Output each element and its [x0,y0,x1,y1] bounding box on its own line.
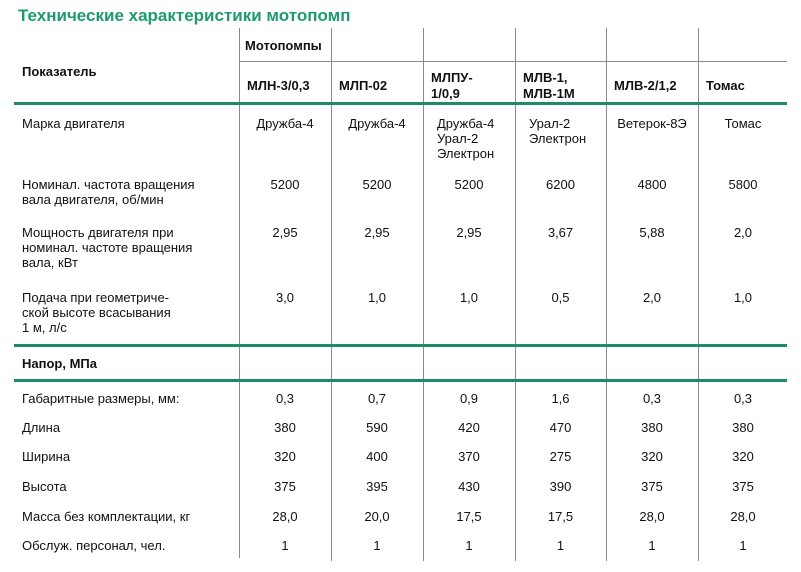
table-cell: 0,7 [367,391,387,406]
column-header: МЛВ-1, МЛВ-1М [523,70,575,101]
table-cell: 590 [366,420,388,435]
table-cell: 370 [458,449,480,464]
table-cell: 320 [274,449,296,464]
table-cell: 4800 [637,177,667,192]
table-cell: 5200 [362,177,392,192]
table-cell: 17,5 [456,509,482,524]
table-cell: 5200 [270,177,300,192]
table-cell: 1 [648,538,656,553]
table-cell: 1 [465,538,473,553]
table-cell: 5800 [728,177,758,192]
table-cell: 0,9 [459,391,479,406]
table-cell: Дружба-4 [348,116,406,131]
table-cell: 320 [732,449,754,464]
table-cell: 1,0 [459,290,479,305]
table-cell: 380 [274,420,296,435]
table-cell: 5200 [454,177,484,192]
row-label: Масса без комплектации, кг [22,509,191,524]
table-cell: 6200 [546,177,575,192]
table-cell: 0,3 [733,391,753,406]
table-cell: 1,6 [551,391,570,406]
table-cell: 28,0 [730,509,756,524]
table-cell: 2,95 [456,225,482,240]
table-cell: 2,0 [642,290,662,305]
row-label: Габаритные размеры, мм: [22,391,180,406]
table-cell: Урал-2 Электрон [529,116,587,146]
table-cell: 2,0 [733,225,753,240]
row-label: Номинал. частота вращения вала двигателя, об/мин [22,177,195,207]
column-header: Томас [706,78,745,93]
page-title: Технические характеристики мотопомп [18,6,351,25]
table-cell: 2,95 [272,225,298,240]
table-cell: 430 [458,479,480,494]
table-cell: 3,0 [275,290,295,305]
row-label: Ширина [22,449,71,464]
group-divider [239,61,787,62]
table-cell: 5,88 [639,225,665,240]
table-cell: 375 [732,479,754,494]
table-cell: 28,0 [639,509,665,524]
table-cell: Дружба-4 [256,116,314,131]
table-cell: 375 [641,479,663,494]
column-header: МЛП-02 [339,78,388,93]
table-cell: 0,3 [642,391,662,406]
row-label: Подача при геометриче- ской высоте всасывания 1 м, л/с [22,290,171,335]
section-rule [14,102,787,105]
table-cell: 375 [274,479,296,494]
column-header: МЛВ-2/1,2 [614,78,677,93]
table-cell: 1 [556,538,565,553]
section-rule [14,379,787,382]
table-cell: 28,0 [272,509,298,524]
table-cell: 390 [549,479,572,494]
table-cell: 2,95 [364,225,390,240]
table-cell: 3,67 [547,225,574,240]
table-cell: 380 [641,420,663,435]
table-cell: Ветерок-8Э [617,116,687,131]
table-cell: 1,0 [367,290,387,305]
column-header: МЛПУ- 1/0,9 [431,70,473,101]
table-cell: 0,5 [551,290,570,305]
table-cell: 470 [549,420,572,435]
table-cell: 17,5 [547,509,574,524]
table-cell: 320 [641,449,663,464]
table-cell: 20,0 [364,509,390,524]
indicator-header: Показатель [22,64,97,79]
table-cell: 275 [549,449,572,464]
table-cell: 1 [739,538,747,553]
table-cell: 1,0 [733,290,753,305]
column-header: МЛН-3/0,3 [247,78,310,93]
group-header: Мотопомпы [245,38,322,53]
row-label: Высота [22,479,67,494]
table-cell: 420 [458,420,480,435]
row-label: Мощность двигателя при номинал. частоте вращения вала, кВт [22,225,193,270]
row-label: Обслуж. персонал, чел. [22,538,166,553]
table-cell: 1 [373,538,381,553]
table-cell: Томас [724,116,762,131]
row-label: Марка двигателя [22,116,125,131]
table-cell: 380 [732,420,754,435]
row-label: Длина [22,420,61,435]
section-label: Напор, МПа [22,356,97,371]
table-cell: 0,3 [275,391,295,406]
table-cell: 395 [366,479,388,494]
table-cell: Дружба-4 Урал-2 Электрон [437,116,495,161]
section-rule [14,344,787,347]
table-cell: 400 [366,449,388,464]
table-cell: 1 [281,538,289,553]
